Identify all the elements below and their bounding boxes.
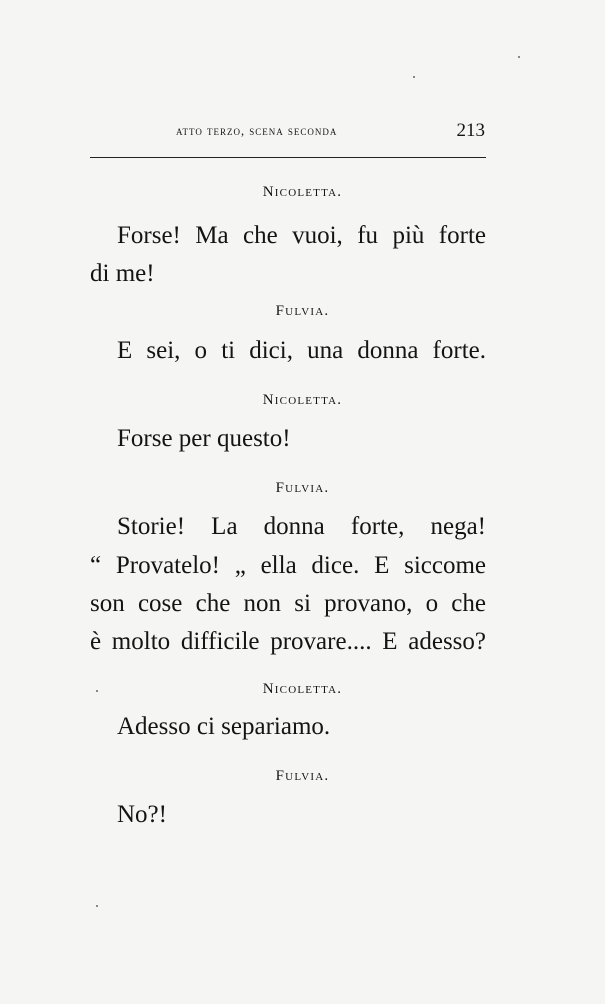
dialogue-line: son cose che non si provano, o che <box>90 590 486 617</box>
speaker-label: Fulvia. <box>275 768 330 784</box>
paper-speck <box>413 76 415 78</box>
running-title: atto terzo, scena seconda <box>176 124 338 138</box>
dialogue-line: Adesso ci separiamo. <box>117 713 331 740</box>
speaker-label: Nicoletta. <box>262 184 343 200</box>
paper-speck <box>518 56 520 58</box>
speaker-label: Fulvia. <box>275 303 330 319</box>
speaker-label: Fulvia. <box>275 480 330 496</box>
dialogue-line: Forse per questo! <box>117 425 291 452</box>
paper-speck <box>96 690 98 692</box>
speaker-label: Nicoletta. <box>262 681 343 697</box>
page-header <box>90 120 485 144</box>
header-rule <box>90 157 486 158</box>
dialogue-line: “ Provatelo! „ ella dice. E siccome <box>90 552 486 579</box>
dialogue-line: E sei, o ti dici, una donna forte. <box>117 337 486 364</box>
dialogue-line: Forse! Ma che vuoi, fu più forte <box>117 222 486 249</box>
dialogue-line: di me! <box>90 260 155 287</box>
speaker-label: Nicoletta. <box>262 392 343 408</box>
page-number: 213 <box>456 120 485 141</box>
paper-speck <box>96 905 98 907</box>
dialogue-line: è molto difficile provare.... E adesso? <box>90 628 486 655</box>
dialogue-line: No?! <box>117 801 167 828</box>
dialogue-line: Storie! La donna forte, nega! <box>117 513 486 540</box>
